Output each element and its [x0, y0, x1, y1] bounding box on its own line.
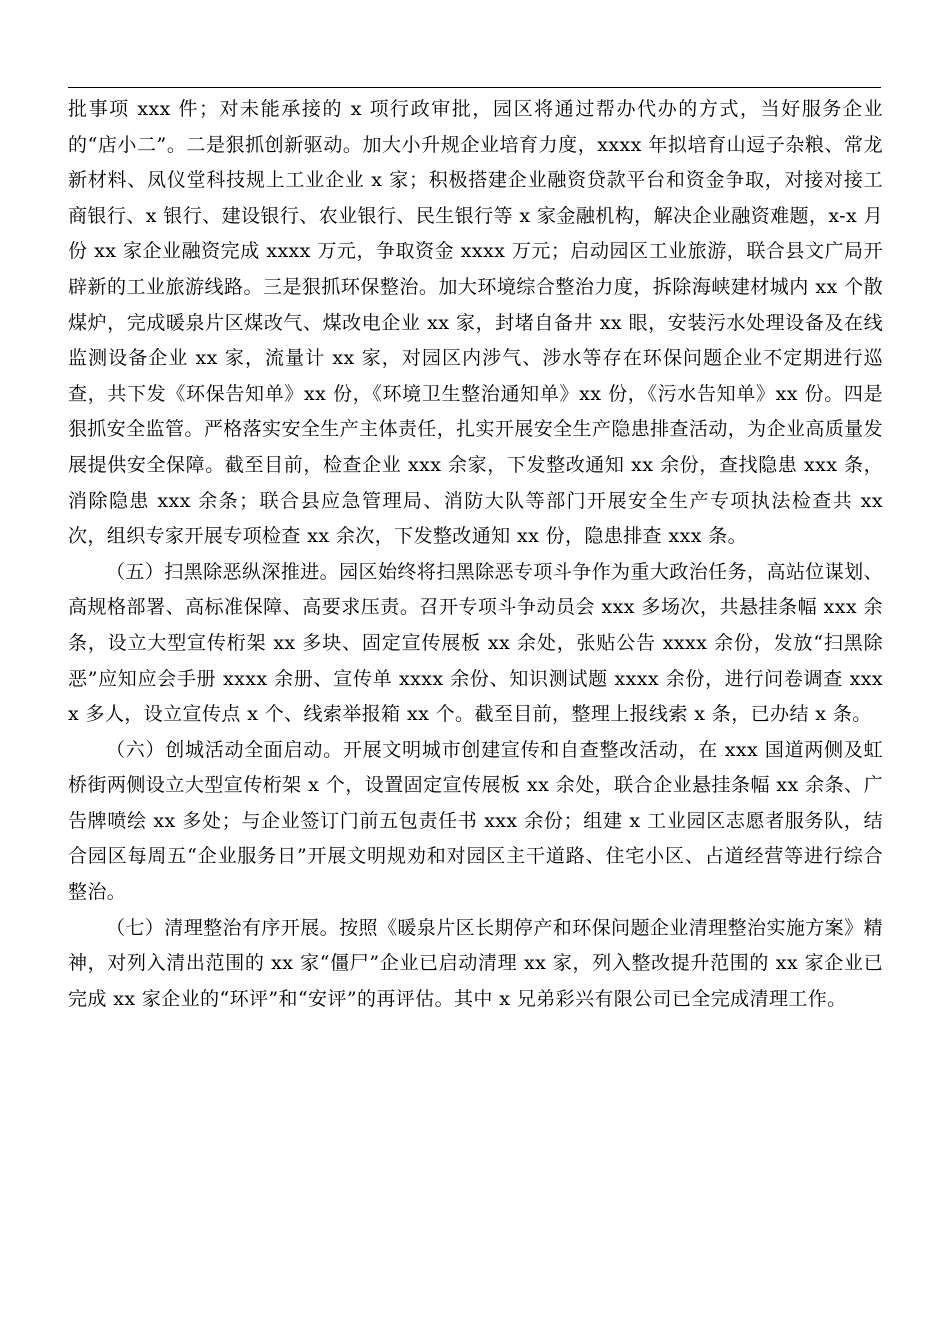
document-body: [68, 92, 883, 1017]
paragraph-section-5: （五）扫黑除恶纵深推进。园区始终将扫黑除恶专项斗争作为重大政治任务，高站位谋划、高规格部署、高标准保障、高要求压责。召开专项斗争动员会 xxx 多场次，共悬挂条幅 xxx 余条，设立大型宣传桁架 xx 多块、固定宣传展板 xx 余处，张贴公告 xxxx 余份，发放“扫黑除恶”应知应会手册 xxxx 余册、宣传单 xxxx 余份、知识测试题 xxxx 余份，进行问卷调查 xxxx 多人，设立宣传点 x 个、线索举报箱 xx 个。截至目前，整理上报线索 x 条，已办结 x 条。: [68, 560, 883, 726]
paragraph-section-6: （六）创城活动全面启动。开展文明城市创建宣传和自查整改活动，在 xxx 国道两侧及虹桥街两侧设立大型宣传桁架 x 个，设置固定宣传展板 xx 余处，联合企业悬挂条幅 xx 余条、广告牌喷绘 xx 多处；与企业签订门前五包责任书 xxx 余份；组建 x 工业园区志愿者服务队，结合园区每周五“企业服务日”开展文明规劝和对园区主干道路、住宅小区、占道经营等进行综合整治。: [68, 738, 883, 904]
header-rule: [68, 87, 881, 88]
paragraph-continued: 批事项 xxx 件；对未能承接的 x 项行政审批，园区将通过帮办代办的方式，当好服务企业的“店小二”。二是狠抓创新驱动。加大小升规企业培育力度，xxxx 年拟培育山逗子杂粮、常龙新材料、凤仪堂科技规上工业企业 x 家；积极搭建企业融资贷款平台和资金争取，对接对接工商银行、x 银行、建设银行、农业银行、民生银行等 x 家金融机构，解决企业融资难题，x-x 月份 xx 家企业融资完成 xxxx 万元，争取资金 xxxx 万元；启动园区工业旅游，联合县文广局开辟新的工业旅游线路。三是狠抓环保整治。加大环境综合整治力度，拆除海峡建材城内 xx 个散煤炉，完成暖泉片区煤改气、煤改电企业 xx 家，封堵自备井 xx 眼，安装污水处理设备及在线监测设备企业 xx 家，流量计 xx 家，对园区内涉气、涉水等存在环保问题企业不定期进行巡查，共下发《环保告知单》xx 份，《环境卫生整治通知单》xx 份，《污水告知单》xx 份。四是狠抓安全监管。严格落实安全生产主体责任，扎实开展安全生产隐患排查活动，为企业高质量发展提供安全保障。截至目前，检查企业 xxx 余家，下发整改通知 xx 余份，查找隐患 xxx 条，消除隐患 xxx 余条；联合县应急管理局、消防大队等部门开展安全生产专项执法检查共 xx 次，组织专家开展专项检查 xx 余次，下发整改通知 xx 份，隐患排查 xxx 条。: [68, 98, 883, 548]
paragraph-section-7: （七）清理整治有序开展。按照《暖泉片区长期停产和环保问题企业清理整治实施方案》精神，对列入清出范围的 xx 家“僵尸”企业已启动清理 xx 家，列入整改提升范围的 xx 家企业已完成 xx 家企业的“环评”和“安评”的再评估。其中 x 兄弟彩兴有限公司已全完成清理工作。: [68, 916, 883, 1010]
